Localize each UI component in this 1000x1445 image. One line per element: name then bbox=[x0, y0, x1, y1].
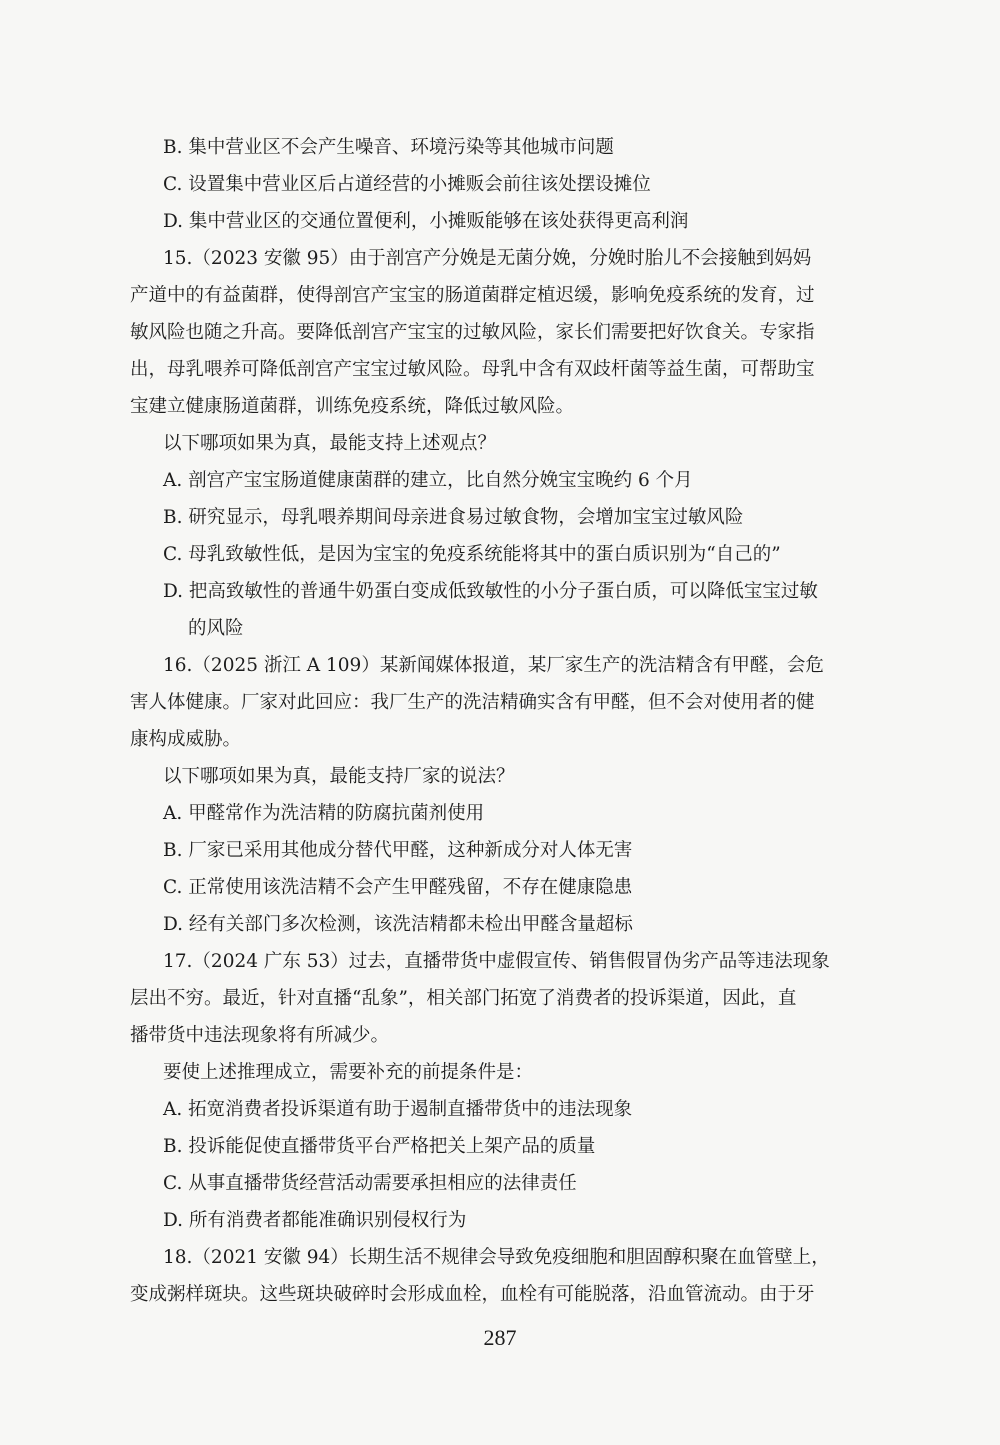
option-b-q17: B. 投诉能促使直播带货平台严格把关上架产品的质量 bbox=[163, 1136, 596, 1157]
option-d-q15: D. 把高致敏性的普通牛奶蛋白变成低致敏性的小分子蛋白质，可以降低宝宝过敏 bbox=[163, 581, 818, 602]
question-17-prompt: 要使上述推理成立，需要补充的前提条件是： bbox=[163, 1062, 534, 1083]
question-15-prompt: 以下哪项如果为真，最能支持上述观点？ bbox=[163, 433, 497, 454]
option-a-q16: A. 甲醛常作为洗洁精的防腐抗菌剂使用 bbox=[163, 803, 485, 824]
question-16-line-2: 害人体健康。厂家对此回应：我厂生产的洗洁精确实含有甲醛，但不会对使用者的健 bbox=[130, 692, 815, 713]
question-18-line-2: 变成粥样斑块。这些斑块破碎时会形成血栓，血栓有可能脱落，沿血管流动。由于牙 bbox=[130, 1284, 815, 1305]
option-d-q17: D. 所有消费者都能准确识别侵权行为 bbox=[163, 1210, 467, 1231]
question-15-line-3: 敏风险也随之升高。要降低剖宫产宝宝的过敏风险，家长们需要把好饮食关。专家指 bbox=[130, 322, 815, 343]
question-17-line-1: 17.（2024 广东 53）过去，直播带货中虚假宣传、销售假冒伪劣产品等违法现象 bbox=[163, 951, 830, 972]
option-b-q15: B. 研究显示，母乳喂养期间母亲进食易过敏食物，会增加宝宝过敏风险 bbox=[163, 507, 744, 528]
option-c-q17: C. 从事直播带货经营活动需要承担相应的法律责任 bbox=[163, 1173, 577, 1194]
option-c-q16: C. 正常使用该洗洁精不会产生甲醛残留，不存在健康隐患 bbox=[163, 877, 633, 898]
option-d-q15-cont: 的风险 bbox=[188, 618, 244, 639]
question-15-line-4: 出，母乳喂养可降低剖宫产宝宝过敏风险。母乳中含有双歧杆菌等益生菌，可帮助宝 bbox=[130, 359, 815, 380]
question-15-line-5: 宝建立健康肠道菌群，训练免疫系统，降低过敏风险。 bbox=[130, 396, 575, 417]
question-16-line-3: 康构成威胁。 bbox=[130, 729, 242, 750]
option-c-q15: C. 母乳致敏性低，是因为宝宝的免疫系统能将其中的蛋白质识别为“自己的” bbox=[163, 544, 781, 565]
option-b-q16: B. 厂家已采用其他成分替代甲醛，这种新成分对人体无害 bbox=[163, 840, 633, 861]
question-18-line-1: 18.（2021 安徽 94）长期生活不规律会导致免疫细胞和胆固醇积聚在血管壁上， bbox=[163, 1247, 830, 1268]
option-b-q14: B. 集中营业区不会产生噪音、环境污染等其他城市问题 bbox=[163, 137, 614, 158]
option-c-q14: C. 设置集中营业区后占道经营的小摊贩会前往该处摆设摊位 bbox=[163, 174, 651, 195]
page-number: 287 bbox=[483, 1325, 517, 1350]
question-16-line-1: 16.（2025 浙江 A 109）某新闻媒体报道，某厂家生产的洗洁精含有甲醛，会危 bbox=[163, 655, 824, 676]
option-a-q17: A. 拓宽消费者投诉渠道有助于遏制直播带货中的违法现象 bbox=[163, 1099, 633, 1120]
option-d-q14: D. 集中营业区的交通位置便利，小摊贩能够在该处获得更高利润 bbox=[163, 211, 689, 232]
option-d-q16: D. 经有关部门多次检测，该洗洁精都未检出甲醛含量超标 bbox=[163, 914, 633, 935]
question-17-line-3: 播带货中违法现象将有所减少。 bbox=[130, 1025, 390, 1046]
question-16-prompt: 以下哪项如果为真，最能支持厂家的说法？ bbox=[163, 766, 515, 787]
question-15-line-2: 产道中的有益菌群，使得剖宫产宝宝的肠道菌群定植迟缓，影响免疫系统的发育，过 bbox=[130, 285, 815, 306]
option-a-q15: A. 剖宫产宝宝肠道健康菌群的建立，比自然分娩宝宝晚约 6 个月 bbox=[163, 470, 693, 491]
question-15-line-1: 15.（2023 安徽 95）由于剖宫产分娩是无菌分娩，分娩时胎儿不会接触到妈妈 bbox=[163, 248, 812, 269]
question-17-line-2: 层出不穷。最近，针对直播“乱象”，相关部门拓宽了消费者的投诉渠道，因此，直 bbox=[130, 988, 797, 1009]
